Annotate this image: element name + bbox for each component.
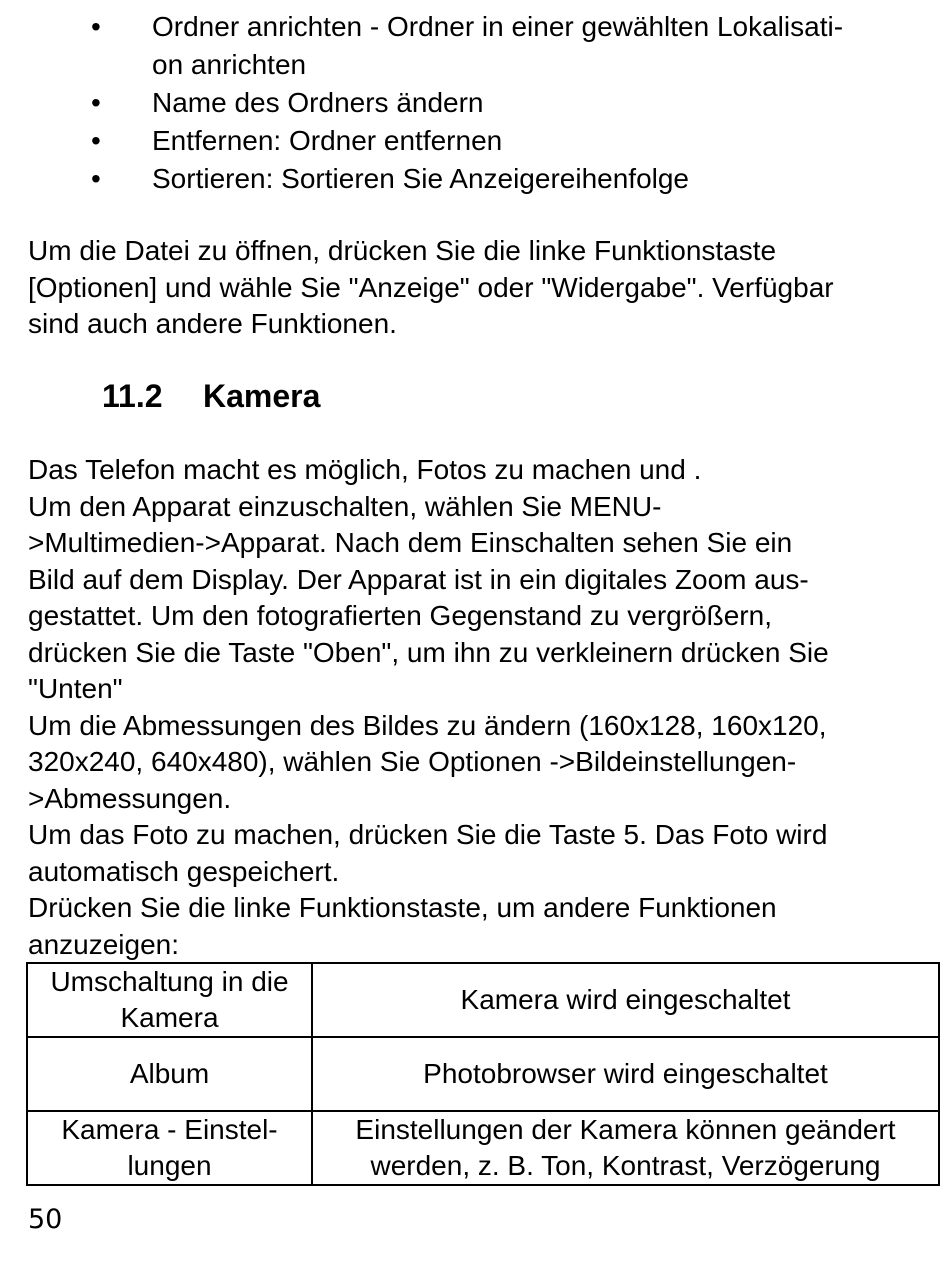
list-item-text: Ordner anrichten - Ordner in einer gewählten Lokalisati- on anrichten	[152, 11, 844, 80]
function-cell: Album	[27, 1037, 312, 1111]
list-item-text: Entfernen: Ordner entfernen	[152, 125, 503, 156]
open-file-paragraph: Um die Datei zu öffnen, drücken Sie die linke Funktionstaste [Optionen] und wähle Sie "Anzeige" oder "Widergabe". Verfügbar sind auch andere Funktionen.	[28, 235, 834, 339]
section-heading	[102, 374, 320, 418]
description-cell: Einstellungen der Kamera können geändert werden, z. B. Ton, Kontrast, Verzögerung	[312, 1111, 939, 1185]
list-item	[0, 122, 950, 160]
bullet-icon: •	[91, 125, 101, 156]
section-number: 11.2	[102, 378, 163, 414]
list-item-text: Sortieren: Sortieren Sie Anzeigereihenfolge	[152, 163, 690, 194]
list-item	[0, 8, 950, 84]
bullet-icon: •	[91, 11, 101, 42]
bullet-icon: •	[91, 87, 101, 118]
table-row	[27, 1037, 939, 1111]
section-title: Kamera	[203, 378, 321, 414]
list-item	[0, 84, 950, 122]
list-item	[0, 160, 950, 198]
function-cell: Kamera - Einstel- lungen	[27, 1111, 312, 1185]
page-number: 50	[28, 1204, 63, 1235]
description-cell: Photobrowser wird eingeschaltet	[312, 1037, 939, 1111]
bullet-icon: •	[91, 163, 101, 194]
function-cell: Umschaltung in die Kamera	[27, 963, 312, 1037]
table-row	[27, 1111, 939, 1185]
list-item-text: Name des Ordners ändern	[152, 87, 484, 118]
camera-instructions: Das Telefon macht es möglich, Fotos zu machen und . Um den Apparat einzuschalten, wählen Sie MENU- >Multimedien->Apparat. Nach dem Einschalten sehen Sie ein Bild auf dem Display. Der Apparat ist in ein digitales Zoom aus- gestattet. Um den fotografierten Gegenstand zu vergrößern, drücken Sie die Taste "Oben", um ihn zu verkleinern drücken Sie "Unten" Um die Abmessungen des Bildes zu ändern (160x128, 160x120, 320x240, 640x480), wählen Sie Optionen ->Bildeinstellungen- >Abmessungen. Um das Foto zu machen, drücken Sie die Taste 5. Das Foto wird automatisch gespeichert. Drücken Sie die linke Funktionstaste, um andere Funktionen anzuzeigen:	[28, 454, 829, 960]
description-cell: Kamera wird eingeschaltet	[312, 963, 939, 1037]
table-row	[27, 963, 939, 1037]
camera-functions-table	[26, 962, 940, 1186]
folder-options-list	[0, 8, 950, 198]
